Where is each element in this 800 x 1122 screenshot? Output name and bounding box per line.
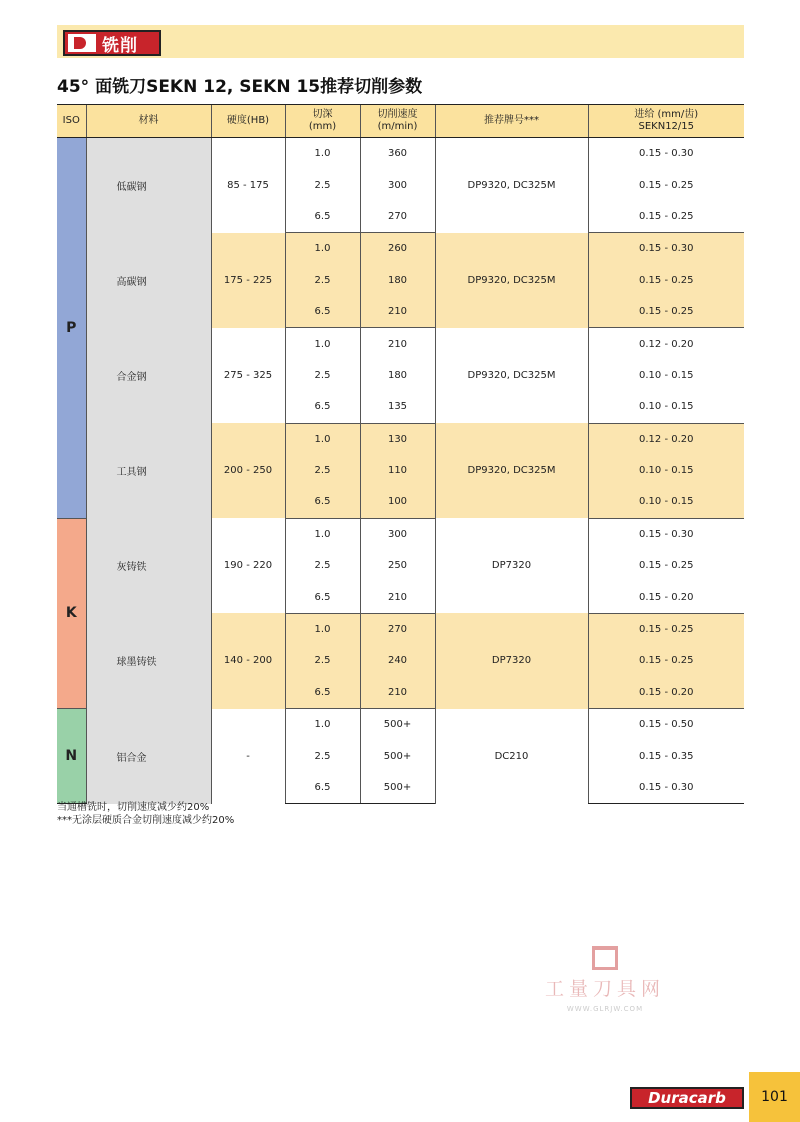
- table-row: [57, 138, 744, 170]
- brand-logo: [630, 1087, 744, 1109]
- header-feed-sub: SEKN12/15: [638, 121, 695, 132]
- speed-cell: 210: [360, 677, 435, 709]
- feed-cell: 0.10 - 0.15: [588, 455, 744, 486]
- hardness-cell: 175 - 225: [211, 233, 285, 328]
- depth-cell: 2.5: [285, 265, 360, 296]
- material-cell: 灰铸铁: [86, 518, 211, 613]
- table-row: [57, 613, 744, 645]
- grade-cell: DC210: [435, 709, 588, 804]
- grade-cell: DP9320, DC325M: [435, 328, 588, 423]
- table-row: [57, 518, 744, 550]
- watermark-logo-icon: [592, 946, 618, 970]
- speed-cell: 180: [360, 265, 435, 296]
- iso-group-cell: P: [57, 138, 86, 519]
- material-cell: 工具钢: [86, 423, 211, 518]
- feed-cell: 0.15 - 0.30: [588, 772, 744, 804]
- feed-cell: 0.15 - 0.25: [588, 201, 744, 233]
- material-cell: 合金钢: [86, 328, 211, 423]
- speed-cell: 100: [360, 486, 435, 518]
- material-cell: 高碳钢: [86, 233, 211, 328]
- speed-cell: 130: [360, 423, 435, 455]
- header-speed: [360, 105, 435, 138]
- speed-cell: 210: [360, 328, 435, 360]
- header-material: 材料: [86, 105, 211, 138]
- depth-cell: 2.5: [285, 645, 360, 676]
- speed-cell: 300: [360, 518, 435, 550]
- header-hardness: 硬度(HB): [211, 105, 285, 138]
- depth-cell: 2.5: [285, 550, 360, 581]
- feed-cell: 0.10 - 0.15: [588, 360, 744, 391]
- depth-cell: 1.0: [285, 138, 360, 170]
- depth-cell: 6.5: [285, 486, 360, 518]
- feed-cell: 0.15 - 0.30: [588, 138, 744, 170]
- speed-cell: 210: [360, 296, 435, 328]
- feed-cell: 0.15 - 0.25: [588, 265, 744, 296]
- header-iso: ISO: [57, 105, 86, 138]
- feed-cell: 0.15 - 0.30: [588, 518, 744, 550]
- header-depth-label: 切深: [312, 109, 333, 120]
- hardness-cell: 190 - 220: [211, 518, 285, 613]
- grade-cell: DP9320, DC325M: [435, 138, 588, 233]
- grade-cell: DP9320, DC325M: [435, 423, 588, 518]
- feed-cell: 0.15 - 0.50: [588, 709, 744, 741]
- depth-cell: 6.5: [285, 296, 360, 328]
- depth-cell: 1.0: [285, 613, 360, 645]
- feed-cell: 0.15 - 0.20: [588, 581, 744, 613]
- material-cell: 低碳钢: [86, 138, 211, 233]
- header-speed-label: 切削速度: [377, 109, 418, 120]
- feed-cell: 0.15 - 0.25: [588, 550, 744, 581]
- speed-cell: 270: [360, 613, 435, 645]
- speed-cell: 500+: [360, 709, 435, 741]
- footnotes: [57, 801, 234, 827]
- header-depth: [285, 105, 360, 138]
- grade-cell: DP7320: [435, 613, 588, 708]
- header-speed-unit: (m/min): [377, 121, 418, 132]
- feed-cell: 0.15 - 0.25: [588, 296, 744, 328]
- speed-cell: 300: [360, 169, 435, 200]
- feed-cell: 0.15 - 0.25: [588, 645, 744, 676]
- depth-cell: 6.5: [285, 772, 360, 804]
- speed-cell: 260: [360, 233, 435, 265]
- speed-cell: 135: [360, 391, 435, 423]
- speed-cell: 240: [360, 645, 435, 676]
- depth-cell: 2.5: [285, 360, 360, 391]
- page-number: 101: [749, 1072, 800, 1122]
- footnote: ***无涂层硬质合金切削速度减少约20%: [57, 815, 235, 826]
- d-logo-icon: [68, 34, 96, 52]
- iso-group-cell: N: [57, 709, 86, 804]
- speed-cell: 180: [360, 360, 435, 391]
- feed-cell: 0.15 - 0.20: [588, 677, 744, 709]
- header-feed-label: 进给 (mm/齿): [634, 109, 699, 120]
- hardness-cell: 200 - 250: [211, 423, 285, 518]
- hardness-cell: -: [211, 709, 285, 804]
- watermark-name: 工量刀具网: [544, 978, 665, 1000]
- brand-name: Duracarb: [648, 1089, 726, 1107]
- iso-group-cell: K: [57, 518, 86, 708]
- table-row: [57, 328, 744, 360]
- depth-cell: 2.5: [285, 740, 360, 771]
- hardness-cell: 140 - 200: [211, 613, 285, 708]
- page-title: 45° 面铣刀SEKN 12, SEKN 15推荐切削参数: [57, 77, 423, 97]
- feed-cell: 0.12 - 0.20: [588, 328, 744, 360]
- feed-cell: 0.10 - 0.15: [588, 486, 744, 518]
- grade-cell: DP7320: [435, 518, 588, 613]
- depth-cell: 1.0: [285, 518, 360, 550]
- depth-cell: 1.0: [285, 423, 360, 455]
- header-depth-unit: (mm): [308, 121, 337, 132]
- table-row: [57, 709, 744, 741]
- table-row: [57, 233, 744, 265]
- table-row: [57, 423, 744, 455]
- speed-cell: 270: [360, 201, 435, 233]
- depth-cell: 6.5: [285, 581, 360, 613]
- hardness-cell: 85 - 175: [211, 138, 285, 233]
- header-grade: 推荐牌号***: [435, 105, 588, 138]
- depth-cell: 6.5: [285, 201, 360, 233]
- depth-cell: 1.0: [285, 709, 360, 741]
- speed-cell: 500+: [360, 772, 435, 804]
- table-header-row: [57, 105, 744, 138]
- speed-cell: 110: [360, 455, 435, 486]
- watermark-url: WWW.GLRJW.COM: [566, 1005, 644, 1013]
- feed-cell: 0.15 - 0.25: [588, 613, 744, 645]
- header-feed: [588, 105, 744, 138]
- footnote: 当通槽铣时，切削速度减少约20%: [57, 802, 210, 813]
- depth-cell: 1.0: [285, 233, 360, 265]
- cutting-parameters-table: [57, 104, 744, 804]
- depth-cell: 2.5: [285, 455, 360, 486]
- speed-cell: 500+: [360, 740, 435, 771]
- depth-cell: 6.5: [285, 677, 360, 709]
- speed-cell: 210: [360, 581, 435, 613]
- section-label: 铣削: [102, 35, 138, 56]
- feed-cell: 0.15 - 0.35: [588, 740, 744, 771]
- section-badge: [63, 30, 161, 56]
- depth-cell: 6.5: [285, 391, 360, 423]
- watermark: [535, 946, 675, 1013]
- feed-cell: 0.10 - 0.15: [588, 391, 744, 423]
- hardness-cell: 275 - 325: [211, 328, 285, 423]
- grade-cell: DP9320, DC325M: [435, 233, 588, 328]
- depth-cell: 2.5: [285, 169, 360, 200]
- feed-cell: 0.15 - 0.25: [588, 169, 744, 200]
- depth-cell: 1.0: [285, 328, 360, 360]
- speed-cell: 360: [360, 138, 435, 170]
- speed-cell: 250: [360, 550, 435, 581]
- feed-cell: 0.12 - 0.20: [588, 423, 744, 455]
- material-cell: 铝合金: [86, 709, 211, 804]
- feed-cell: 0.15 - 0.30: [588, 233, 744, 265]
- material-cell: 球墨铸铁: [86, 613, 211, 708]
